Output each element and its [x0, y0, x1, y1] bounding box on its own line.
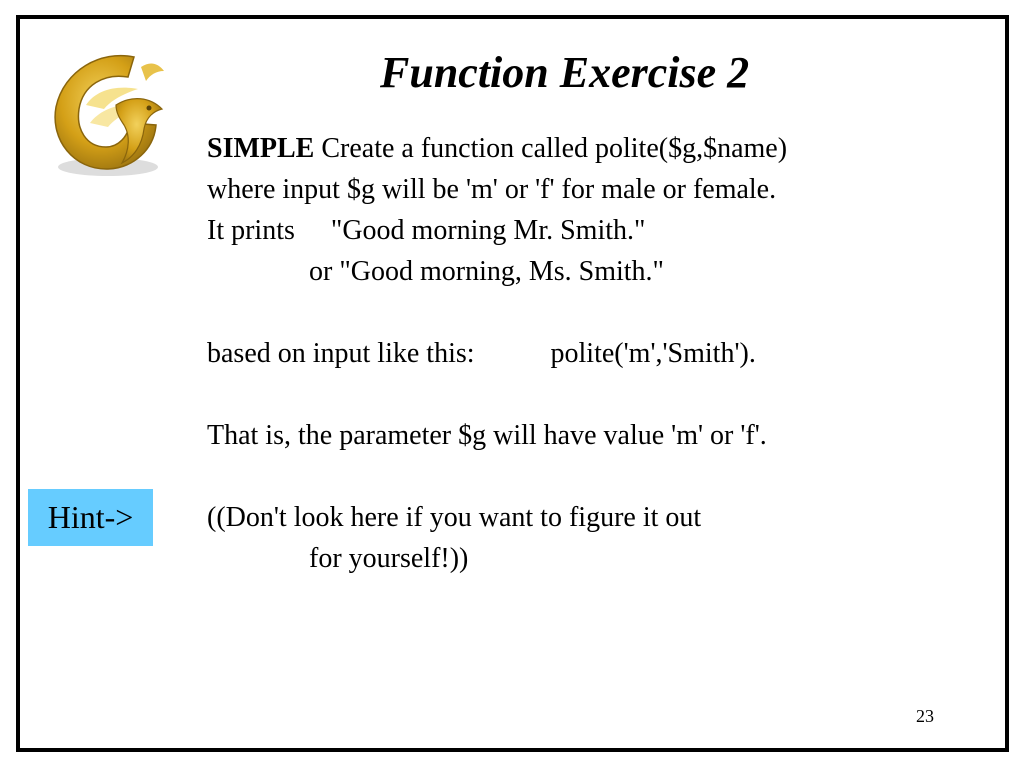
body-line-6: That is, the parameter $g will have value 'm' or 'f'.: [207, 420, 767, 451]
page-number: 23: [916, 706, 934, 726]
body-line-1: [207, 128, 967, 169]
ucf-pegasus-logo-icon: [46, 45, 176, 180]
body-line-8-text: for yourself!)): [309, 543, 469, 574]
slide-title: Function Exercise 2: [380, 48, 750, 97]
body-line-7: ((Don't look here if you want to figure it out: [207, 502, 702, 533]
body-line-4-text: or "Good morning, Ms. Smith.": [309, 256, 664, 287]
body-line-3: [207, 210, 967, 251]
hint-button[interactable]: Hint->: [28, 489, 153, 546]
body-line-3-a: It prints: [207, 215, 295, 246]
body-line-1-text: Create a function called polite($g,$name): [314, 133, 788, 164]
slide-body: [207, 128, 967, 579]
body-line-5-a: based on input like this:: [207, 338, 475, 369]
keyword-simple: SIMPLE: [207, 133, 315, 164]
body-line-5-b: polite('m','Smith').: [550, 338, 756, 369]
body-line-2: where input $g will be 'm' or 'f' for male or female.: [207, 174, 777, 205]
body-line-4: [207, 251, 967, 292]
body-line-3-b: "Good morning Mr. Smith.": [330, 215, 646, 246]
body-line-8: [207, 538, 967, 579]
body-line-5: [207, 333, 967, 374]
